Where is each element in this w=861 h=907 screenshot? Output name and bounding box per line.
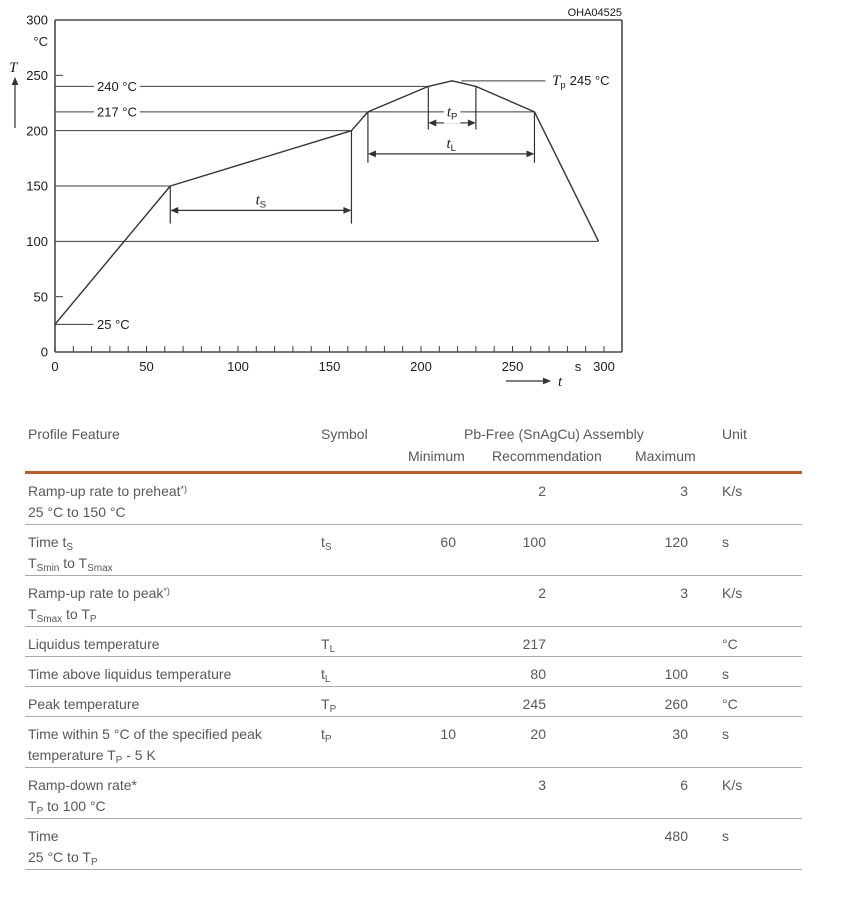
arrowhead-icon: [468, 120, 476, 127]
reference-line-label: 25 °C: [97, 316, 130, 332]
cell-maximum: 30: [672, 726, 688, 742]
cell-recommendation: 100: [522, 534, 546, 550]
time-span-label: $t_P$: [446, 104, 458, 123]
x-tick-label: 300: [593, 359, 615, 374]
cell-maximum: 260: [664, 696, 688, 712]
cell-minimum: 10: [440, 726, 456, 742]
arrowhead-icon: [526, 151, 534, 158]
x-tick-label: 100: [227, 359, 249, 374]
cell-profile-feature: Ramp-down rate* $T_P$ to 100 °C: [28, 777, 137, 817]
cell-unit: s: [722, 828, 729, 844]
cell-maximum: [554, 634, 698, 655]
cell-unit: K/s: [722, 585, 743, 601]
cell-unit: s: [722, 534, 729, 550]
col-header-unit: Unit: [722, 426, 747, 442]
cell-minimum: [400, 694, 462, 715]
y-tick-label: 200: [26, 123, 48, 139]
y-tick-label: 50: [33, 289, 48, 305]
cell-maximum: 3: [680, 483, 688, 499]
cell-unit: °C: [722, 636, 738, 652]
cell-unit: s: [722, 666, 729, 682]
cell-minimum: [400, 634, 462, 655]
y-tick-label: 300: [26, 12, 48, 28]
cell-maximum: 480: [664, 828, 688, 844]
table-row: [25, 819, 802, 870]
cell-symbol: [318, 826, 400, 868]
cell-recommendation: 2: [538, 585, 546, 601]
cell-symbol: [318, 481, 400, 523]
chart-canvas: [0, 0, 660, 400]
cell-unit: s: [722, 726, 729, 742]
cell-symbol: $t_L$: [321, 666, 331, 685]
col-header-recommendation: Recommendation: [492, 448, 602, 464]
col-header-minimum: Minimum: [408, 448, 465, 464]
col-header-symbol: Symbol: [321, 426, 368, 442]
x-tick-label: 200: [410, 359, 432, 374]
arrowhead-icon: [543, 378, 551, 385]
col-header-assembly-group: Pb-Free (SnAgCu) Assembly: [464, 426, 644, 442]
y-axis-unit: °C: [33, 34, 48, 49]
cell-unit: K/s: [722, 483, 743, 499]
cell-profile-feature: Time within 5 °C of the specified peak temperature $T_P - 5$ K: [28, 726, 262, 766]
cell-profile-feature: Ramp-up rate to preheat*) 25 °C to 150 °C: [28, 483, 188, 520]
peak-temperature-label: $T_p$ 245 °C: [552, 72, 610, 91]
cell-maximum: 6: [680, 777, 688, 793]
y-tick-label: 0: [40, 344, 48, 360]
x-tick-label: 250: [501, 359, 524, 374]
cell-symbol: $T_P$: [321, 696, 337, 715]
cell-recommendation: 3: [538, 777, 546, 793]
cell-recommendation: 20: [530, 726, 546, 742]
table-row: [25, 687, 802, 717]
cell-unit: K/s: [722, 777, 743, 793]
col-header-maximum: Maximum: [635, 448, 696, 464]
col-header-feature: Profile Feature: [28, 426, 120, 442]
cell-maximum: 120: [664, 534, 688, 550]
x-tick-label: 0: [51, 359, 59, 374]
cell-profile-feature: Liquidus temperature: [28, 636, 160, 652]
time-span-label: $t_L$: [446, 135, 456, 154]
figure-id: OHA04525: [567, 7, 622, 19]
header-accent-rule: [25, 471, 802, 474]
cell-symbol: $t_S$: [321, 534, 332, 553]
cell-recommendation: 2: [538, 483, 546, 499]
cell-symbol: $t_P$: [321, 726, 332, 745]
cell-profile-feature: Time 25 °C to $T_P$: [28, 828, 98, 868]
cell-recommendation: 245: [522, 696, 546, 712]
cell-minimum: 60: [440, 534, 456, 550]
x-tick-label: 50: [139, 359, 154, 374]
x-tick-label: 150: [318, 359, 341, 374]
cell-minimum: [400, 664, 462, 685]
cell-minimum: [400, 775, 462, 817]
reflow-profile-chart: [0, 0, 861, 400]
y-tick-label: 100: [26, 234, 48, 250]
cell-minimum: [400, 583, 462, 625]
arrowhead-icon: [343, 207, 351, 214]
cell-recommendation: 217: [522, 636, 546, 652]
cell-recommendation: [462, 826, 554, 868]
cell-profile-feature: Ramp-up rate to peak*) $T_{Smax}$ to $T_P$: [28, 585, 170, 625]
time-span-label: $t_S$: [255, 192, 267, 211]
x-axis-unit: s: [574, 359, 582, 374]
cell-profile-feature: Time $t_S$ $T_{Smin}$ to $T_{Smax}$: [28, 534, 113, 574]
cell-symbol: [318, 583, 400, 625]
cell-maximum: 3: [680, 585, 688, 601]
y-axis-variable: T: [9, 60, 18, 76]
cell-symbol: [318, 775, 400, 817]
cell-profile-feature: Time above liquidus temperature: [28, 666, 232, 682]
cell-unit: °C: [722, 696, 738, 712]
table-row: [25, 627, 802, 657]
arrowhead-icon: [368, 151, 376, 158]
cell-symbol: $T_L$: [321, 636, 336, 655]
table-row: [25, 576, 802, 627]
profile-table: [25, 424, 802, 870]
table-row: [25, 717, 802, 768]
y-tick-label: 250: [26, 68, 48, 84]
cell-minimum: [400, 481, 462, 523]
arrowhead-icon: [428, 120, 436, 127]
cell-maximum: 100: [664, 666, 688, 682]
cell-profile-feature: Peak temperature: [28, 696, 140, 712]
table-row: [25, 474, 802, 525]
arrowhead-icon: [170, 207, 178, 214]
reference-line-label: 240 °C: [97, 78, 137, 94]
table-row: [25, 768, 802, 819]
cell-minimum: [400, 826, 462, 868]
x-axis-variable: t: [558, 374, 563, 390]
table-row: [25, 657, 802, 687]
table-header: [25, 424, 802, 474]
y-tick-label: 150: [26, 178, 48, 194]
reference-line-label: 217 °C: [97, 104, 137, 120]
arrowhead-icon: [12, 77, 19, 85]
cell-recommendation: 80: [530, 666, 546, 682]
table-row: [25, 525, 802, 576]
table-body: [25, 474, 802, 870]
